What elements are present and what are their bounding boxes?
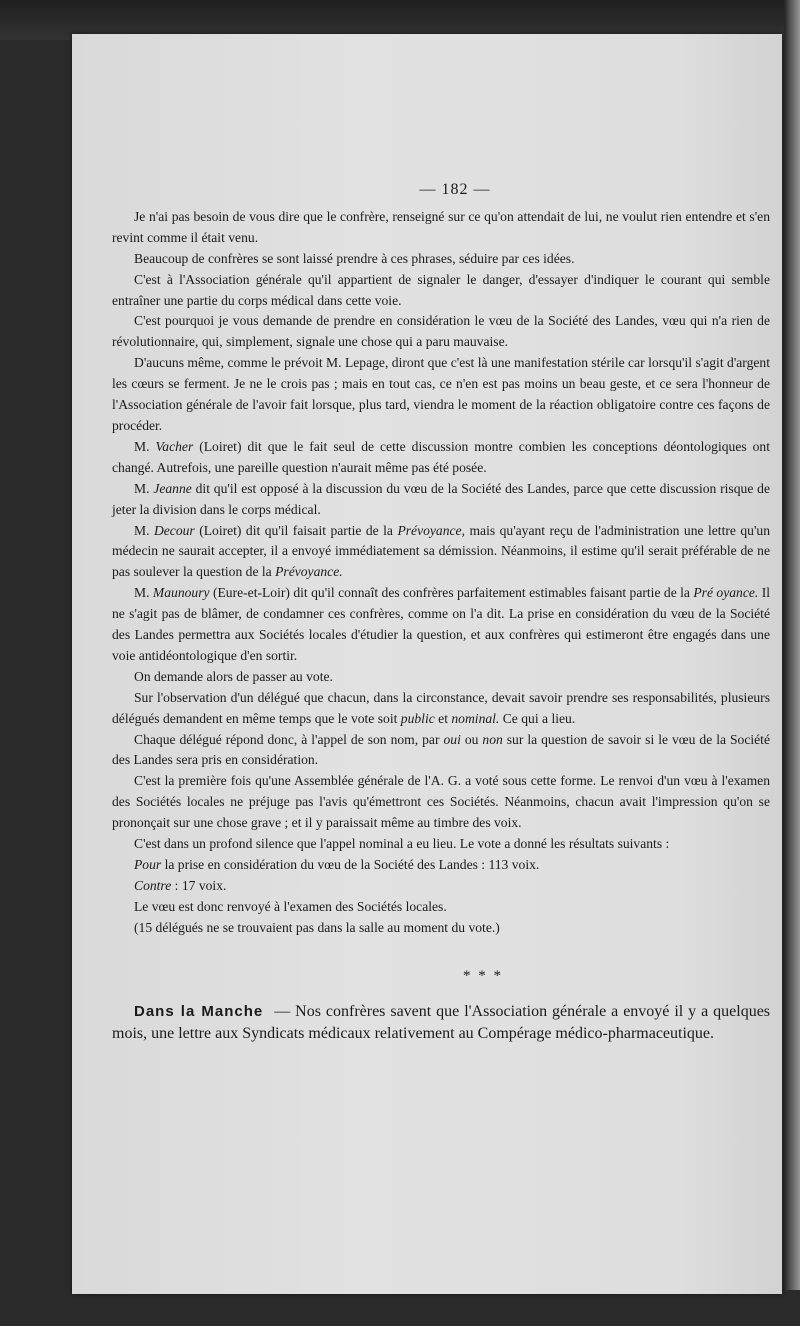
section-separator: * * * — [463, 967, 503, 984]
paragraph-1: Je n'ai pas besoin de vous dire que le confrère, renseigné sur ce qu'on attendait de lui, ne voulut rien entendre et s'en revint comme il était venu. — [112, 208, 770, 245]
vote-result-against: Contre : 17 voix. — [134, 877, 227, 893]
paragraph-first-time: C'est la première fois qu'une Assemblée générale de l'A. G. a voté sous cette forme. Le renvoi d'un vœu à l'examen des Sociétés locales ne préjuge pas l'avis qu'émettront ces Sociétés. Néanmoins, chacun avait l'impression qu'on se prononçait sur une chose grave ; et il y paraissait même au timbre des voix. — [112, 773, 770, 831]
speaker-name: Jeanne — [153, 480, 192, 496]
paragraph-vacher: M. Vacher (Loiret) dit que le fait seul de cette discussion montre combien les conceptions déontologiques ont changé. Autrefois, une pareille question n'aurait même pas été posée. — [112, 438, 771, 475]
paragraph-5: D'aucuns même, comme le prévoit M. Lepage, diront que c'est là une manifestation stérile car lorsqu'il s'agit d'argent les cœurs se ferment. Je ne le crois pas ; mais en tout cas, ce n'en est pas moins un beau geste, et ce sera l'honneur de l'Association générale de l'avoir fait lorsque, plus tard, viendra le moment de la réaction obligatoire contre ces façons de procéder. — [112, 355, 770, 433]
paragraph-absent-note: (15 délégués ne se trouvaient pas dans la salle au moment du vote.) — [134, 919, 500, 935]
speaker-name: Vacher — [155, 438, 194, 454]
paragraph-4: C'est pourquoi je vous demande de prendre en considération le vœu de la Société des Landes, vœu qui n'a rien de révolutionnaire, qui, simplement, signale une chose qui a paru mauvaise. — [112, 313, 770, 350]
paragraph-vote-request: On demande alors de passer au vote. — [134, 668, 333, 684]
page-number: — 182 — — [419, 181, 491, 198]
paragraph-maunoury: M. Maunoury (Eure-et-Loir) dit qu'il connaît des confrères parfaitement estimables faisant partie de la Pré oyance. Il ne s'agit pas de blâmer, de condamner ces confrères, comme on l'a dit. La prise en considération du vœu de la Société des Landes permettra aux Sociétés locales d'étudier la question, et aux confrères qui estimeront être engagés dans une voie antidéontologique d'en sortir. — [112, 585, 771, 663]
paragraph-jeanne: M. Jeanne dit qu'il est opposé à la discussion du vœu de la Société des Landes, parce que cette discussion risque de jeter la division dans le corps médical. — [112, 480, 770, 517]
paragraph-2: Beaucoup de confrères se sont laissé prendre à ces phrases, séduire par ces idées. — [134, 250, 575, 266]
section-manche: Dans la Manche — Nos confrères savent que l'Association générale a envoyé il y a quelques mois, une lettre aux Syndicats médicaux relativement au Compérage médico-pharmaceutique. — [112, 1002, 771, 1042]
speaker-name: Maunoury — [152, 585, 210, 601]
paragraph-observation: Sur l'observation d'un délégué que chacun, dans la circonstance, devait savoir prendre ses responsabilités, plusieurs délégués demandent en même temps que le vote soit public et nominal. Ce qui a lieu. — [112, 689, 770, 726]
paragraph-3: C'est à l'Association générale qu'il appartient de signaler le danger, d'essayer d'indiquer le courant qui semble entraîner une partie du corps médical dans cette voie. — [112, 271, 770, 308]
page-edge-shadow — [784, 0, 800, 1290]
document-text — [112, 180, 770, 1061]
paragraph-conclusion: Le vœu est donc renvoyé à l'examen des Sociétés locales. — [134, 898, 447, 914]
section-title: Dans la Manche — [134, 1002, 264, 1020]
speaker-name: Decour — [153, 522, 195, 538]
paragraph-decour: M. Decour (Loiret) dit qu'il faisait partie de la Prévoyance, mais qu'ayant reçu de l'administration une lettre qu'un médecin ne saurait accepter, il a envoyé immédiatement sa démission. Néanmoins, il estime qu'il serait préférable de ne pas soulever la question de la Prévoyance. — [112, 522, 770, 580]
paragraph-roll-call: Chaque délégué répond donc, à l'appel de son nom, par oui ou non sur la question de savoir si le vœu de la Société des Landes sera pris en considération. — [112, 731, 770, 768]
vote-result-for: Pour la prise en considération du vœu de la Société des Landes : 113 voix. — [134, 857, 540, 872]
paragraph-silence: C'est dans un profond silence que l'appel nominal a eu lieu. Le vote a donné les résultats suivants : — [134, 836, 670, 852]
